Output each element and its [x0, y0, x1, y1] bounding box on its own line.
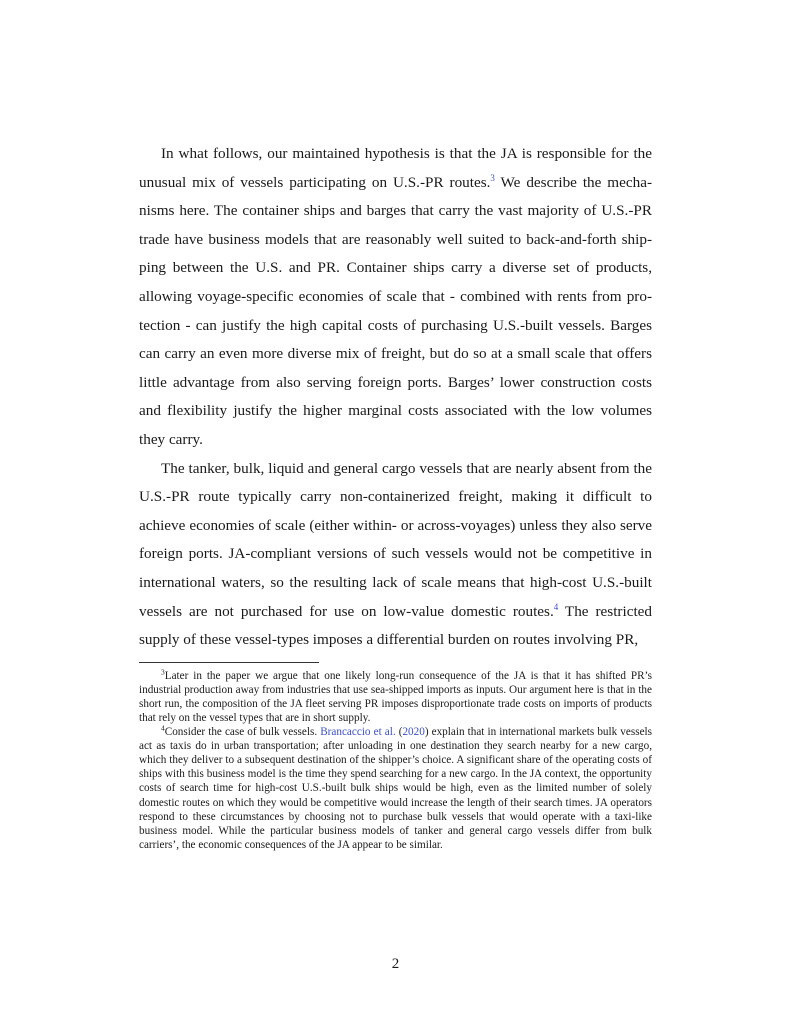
footnote-ref-4[interactable]: 4: [553, 601, 559, 612]
footnote-4-mark: 4: [161, 723, 165, 733]
footnote-4-text-b: (: [395, 726, 403, 739]
footnote-4: [139, 725, 652, 852]
page-number: 2: [391, 956, 400, 972]
footnote-4-text-a: Consider the case of bulk vessels.: [164, 726, 321, 739]
footnote-ref-3[interactable]: 3: [490, 172, 495, 183]
body-paragraph-2: [139, 455, 652, 655]
body-paragraph-1: [139, 140, 652, 455]
para1-text-b: We describe the mechanisms here. The container ships and barges that carry the vast majority of U.S.-PR trade have business models that are reasonably well suited to back-and-forth shipping between the U.S. and PR. Container ships carry a diverse set of products, allowing voyage-specific economies of scale that - combined with rents from protection - can justify the high capital costs of purchasing U.S.-built vessels. Barges can carry an even more diverse mix of freight, but do so at a small scale that offers little advantage from also serving foreign ports. Barges’ lower construction costs and flexibility justify the higher marginal costs associated with the low volumes they carry.: [139, 173, 652, 448]
footnote-4-text-c: ) explain that in international markets bulk vessels act as taxis do in urban transportation; after unloading in one destination they search nearby for a new cargo, which they deliver to a subsequent destination of the shipper’s choice. A significant share of the operating costs of ships with this business model is the time they spend searching for a new cargo. In the JA context, the opportunity costs of search time for high-cost U.S.-built bulk ships would be high, even as the limited number of solely domestic routes on which they would be competitive would increase the length of their search times. JA operators respond to these circumstances by choosing not to purchase bulk vessels that would operate with a taxi-like business model. While the particular business models of tanker and general cargo vessels differ from bulk carriers’, the economic consequences of the JA appear to be similar.: [139, 726, 653, 851]
footnote-3: [139, 666, 652, 725]
footnote-divider: [139, 662, 319, 663]
citation-authors-link[interactable]: Brancaccio et al.: [320, 726, 396, 739]
para2-text-b: The restricted supply of these vessel-types imposes a differential burden on routes involving PR,: [139, 602, 652, 649]
para2-text-a: The tanker, bulk, liquid and general cargo vessels that are nearly absent from the U.S.-PR route typically carry non-containerized freight, making it difficult to achieve economies of scale (either within- or across-voyages) unless they also serve foreign ports. JA-compliant versions of such vessels would not be competitive in international waters, so the resulting lack of scale means that high-cost U.S.-built vessels are not purchased for use on low-value domestic routes.: [139, 459, 652, 620]
para1-text-a: In what follows, our maintained hypothesis is that the JA is responsible for the unusual mix of vessels participating on U.S.-PR routes.: [139, 145, 652, 191]
footnote-3-text: Later in the paper we argue that one likely long-run consequence of the JA is that it has shifted PR’s industrial production away from industries that use sea-shipped imports as inputs. Our argument here is that in the short run, the composition of the JA fleet serving PR imposes disproportionate trade costs on imports of products that rely on the vessel types that are in short supply.: [139, 669, 652, 724]
citation-year-link[interactable]: 2020: [402, 726, 425, 739]
footnote-3-mark: 3: [161, 666, 165, 676]
page-content: [139, 140, 652, 852]
